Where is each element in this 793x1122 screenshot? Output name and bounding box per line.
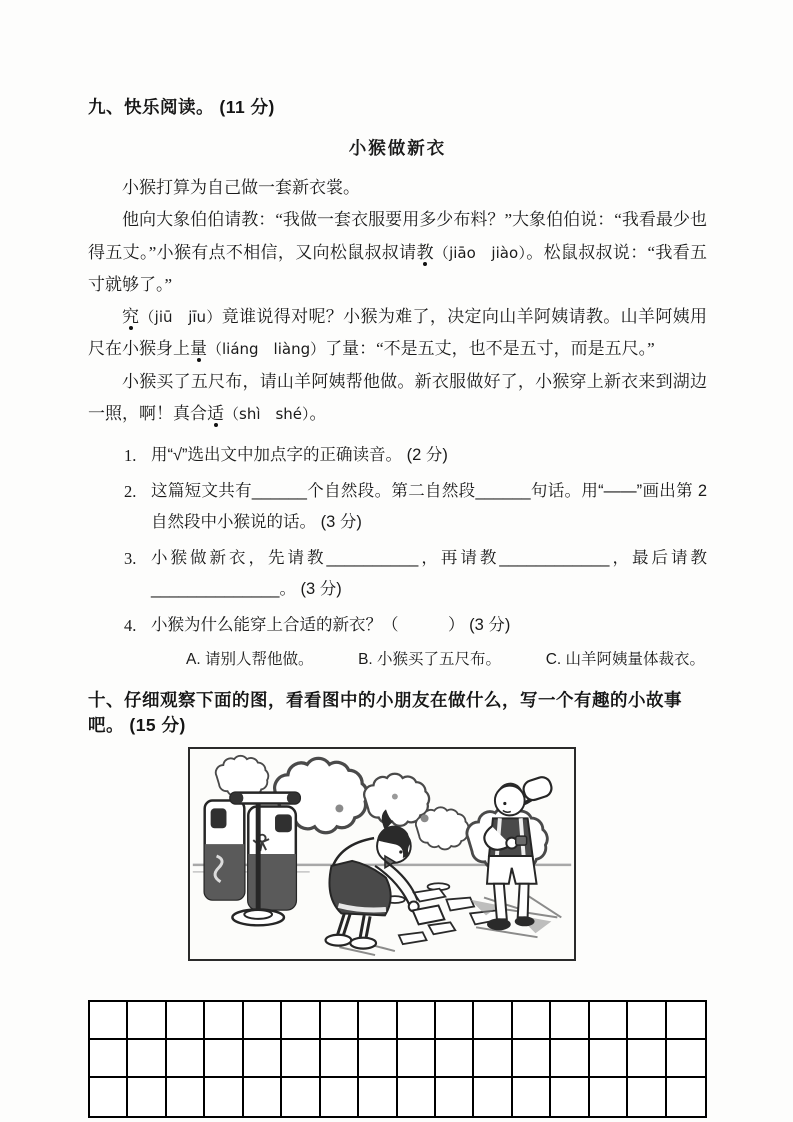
writing-grid-cell <box>205 1078 243 1116</box>
writing-grid-cell <box>474 1040 512 1078</box>
question-list <box>124 440 707 675</box>
writing-grid-cell <box>282 1002 320 1040</box>
passage-title: 小猴做新衣 <box>348 138 447 158</box>
dotted-character: 适 <box>207 404 224 424</box>
writing-grid-cell <box>474 1078 512 1116</box>
writing-grid-cell <box>551 1002 589 1040</box>
writing-grid-cell <box>513 1002 551 1040</box>
choice-b: B. 小猴买了五尺布。 <box>358 651 502 669</box>
writing-grid-cell <box>244 1040 282 1078</box>
question-2 <box>124 476 707 538</box>
writing-grid-cell <box>590 1040 628 1078</box>
writing-grid-cell <box>590 1078 628 1116</box>
paragraph-text: 了量：“不是五丈，也不是五寸，而是五尺。” <box>325 339 655 359</box>
writing-grid-cell <box>359 1078 397 1116</box>
writing-grid-cell <box>321 1002 359 1040</box>
writing-grid-cell <box>628 1040 666 1078</box>
passage-paragraph-3 <box>88 301 707 366</box>
writing-grid <box>88 1000 707 1117</box>
writing-grid-cell <box>398 1002 436 1040</box>
question-text: 这篇短文共有______个自然段。第二自然段______句话。用“——”画出第 2 自然段中小猴说的话。 (3 分) <box>151 482 707 532</box>
story-illustration-frame <box>188 747 576 961</box>
pinyin-choices: （shì shé） <box>224 405 310 424</box>
writing-grid-cell <box>359 1002 397 1040</box>
paragraph-text: 他向大象伯伯请教：“我做一套衣服要用多少布料？”大象伯伯说：“我看最少也得五丈。”小猴有点不相信，又向松鼠叔叔请 <box>88 210 707 262</box>
choice-c: C. 山羊阿姨量体裁衣。 <box>545 651 705 669</box>
writing-grid-cell <box>244 1078 282 1116</box>
writing-grid-cell <box>205 1002 243 1040</box>
question-text: 用“√”选出文中加点字的正确读音。 (2 分) <box>151 446 448 465</box>
choice-a: A. 请别人帮他做。 <box>186 651 314 669</box>
writing-grid-cell <box>398 1078 436 1116</box>
writing-grid-cell <box>436 1078 474 1116</box>
writing-grid-cell <box>128 1078 166 1116</box>
question-1 <box>124 440 707 471</box>
paragraph-text: 竟谁说得对呢？小猴为难了，决定向山羊阿姨请教。山羊阿姨用尺在小猴身上 <box>88 307 708 359</box>
dotted-character: 教 <box>416 242 434 262</box>
pinyin-choices: （jiū jīu） <box>139 308 222 327</box>
story-illustration <box>190 749 574 959</box>
writing-grid-cell <box>667 1002 705 1040</box>
writing-grid-cell <box>167 1040 205 1078</box>
reading-passage <box>88 172 707 430</box>
pinyin-choices: （jiāo jiào） <box>433 243 527 262</box>
writing-grid-cell <box>321 1040 359 1078</box>
writing-grid-cell <box>244 1002 282 1040</box>
writing-grid-cell <box>398 1040 436 1078</box>
writing-grid-cell <box>128 1002 166 1040</box>
question-number: 4. <box>124 616 137 636</box>
writing-grid-cell <box>90 1002 128 1040</box>
writing-grid-cell <box>282 1040 320 1078</box>
dotted-character: 究 <box>122 307 140 327</box>
writing-grid-cell <box>474 1002 512 1040</box>
writing-grid-cell <box>667 1040 705 1078</box>
question-text: 小猴做新衣，先请教__________，再请教____________，最后请教______________。 (3 分) <box>151 549 707 599</box>
question-number: 3. <box>124 549 137 569</box>
question-number: 2. <box>124 482 137 502</box>
writing-grid-cell <box>551 1078 589 1116</box>
question-text: 小猴为什么能穿上合适的新衣？（ ） (3 分) <box>151 616 511 635</box>
section9-heading: 九、快乐阅读。 (11 分) <box>88 97 275 117</box>
writing-grid-cell <box>628 1078 666 1116</box>
paragraph-text: 小猴打算为自己做一套新衣裳。 <box>122 178 360 197</box>
writing-grid-cell <box>321 1078 359 1116</box>
writing-grid-cell <box>513 1040 551 1078</box>
writing-grid-cell <box>513 1078 551 1116</box>
paragraph-text: 。松鼠叔叔说：“我看五寸就够了。” <box>88 242 708 294</box>
writing-grid-cell <box>436 1002 474 1040</box>
section10-heading: 十、仔细观察下面的图，看看图中的小朋友在做什么，写一个有趣的小故事吧。 (15 分) <box>88 690 682 736</box>
question-4 <box>124 610 707 641</box>
writing-grid-cell <box>359 1040 397 1078</box>
question-3 <box>124 543 707 605</box>
writing-grid-cell <box>551 1040 589 1078</box>
writing-grid-cell <box>667 1078 705 1116</box>
writing-grid-cell <box>628 1002 666 1040</box>
writing-grid-cell <box>205 1040 243 1078</box>
writing-grid-cell <box>282 1078 320 1116</box>
writing-grid-cell <box>590 1002 628 1040</box>
choice-row <box>186 645 705 675</box>
writing-grid-cell <box>167 1002 205 1040</box>
paragraph-text: 小猴买了五尺布，请山羊阿姨帮他做。新衣服做好了，小猴穿上新衣来到湖边一照，啊！真合 <box>88 371 707 424</box>
passage-paragraph-1 <box>88 172 707 204</box>
paragraph-text: 。 <box>309 404 327 424</box>
pinyin-choices: （liáng liàng） <box>207 340 326 359</box>
writing-grid-cell <box>436 1040 474 1078</box>
trash-bins-icon <box>205 793 300 926</box>
writing-grid-cell <box>90 1078 128 1116</box>
question-number: 1. <box>124 446 137 466</box>
passage-paragraph-2 <box>88 204 707 301</box>
writing-grid-cell <box>167 1078 205 1116</box>
writing-grid-cell <box>128 1040 166 1078</box>
writing-grid-cell <box>90 1040 128 1078</box>
passage-paragraph-4 <box>88 366 707 431</box>
dotted-character: 量 <box>190 339 207 359</box>
